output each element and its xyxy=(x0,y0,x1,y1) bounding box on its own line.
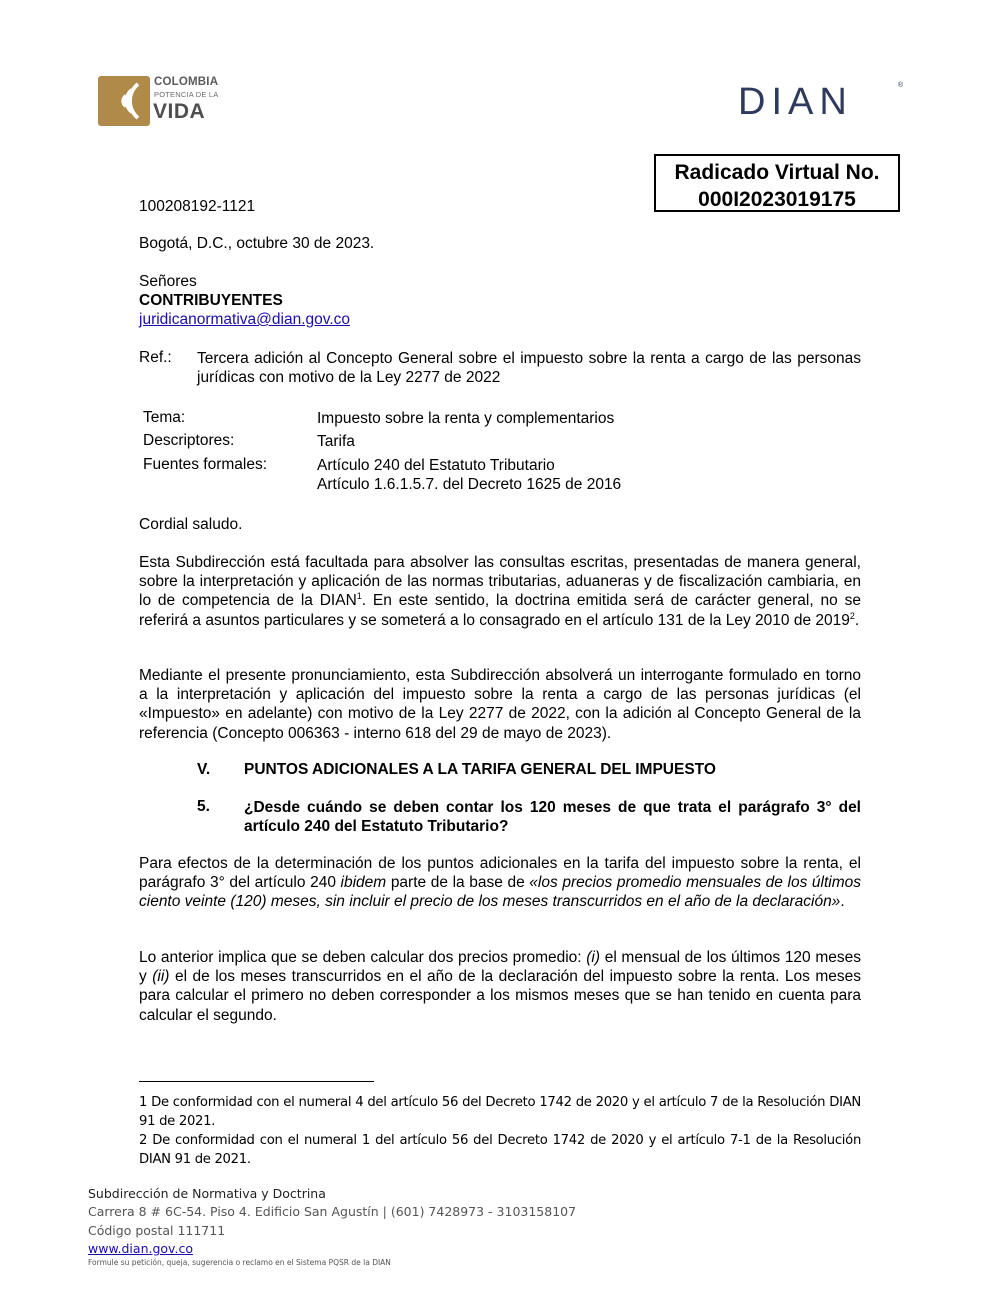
paragraph-averages xyxy=(139,948,861,1025)
greeting: Cordial saludo. xyxy=(139,516,243,533)
dian-logo-text: DIAN xyxy=(738,81,853,123)
footnote-separator xyxy=(139,1081,374,1082)
email-link[interactable]: juridicanormativa@dian.gov.co xyxy=(139,311,351,328)
footer-website[interactable] xyxy=(88,1241,193,1256)
footnote-ref-1[interactable]: 1 xyxy=(356,591,362,602)
paragraph-italic: (i) xyxy=(586,949,601,966)
reference-label: Ref.: xyxy=(139,349,172,366)
paragraph-text: Para efectos de la determinación de los puntos adicionales en la tarifa del impuesto sobre la renta, el parágrafo 3° del artículo 240 xyxy=(139,855,861,892)
radicado-box xyxy=(654,154,900,212)
document-number: 100208192-1121 xyxy=(139,198,256,215)
fuentes-value-2: Artículo 1.6.1.5.7. del Decreto 1625 de 2016 xyxy=(317,476,622,493)
registered-mark: ® xyxy=(897,82,903,89)
paragraph-base xyxy=(139,854,861,912)
reference-text: Tercera adición al Concepto General sobre el impuesto sobre la renta a cargo de las personas jurídicas con motivo de la Ley 2277 de 2022 xyxy=(197,350,861,387)
descriptores-label: Descriptores: xyxy=(143,432,235,449)
paragraph-quote: «los precios promedio mensuales de los últimos ciento veinte (120) meses, sin incluir el precio de los meses transcurridos en el año de la declaración» xyxy=(139,874,862,911)
footnote-ref-2[interactable]: 2 xyxy=(849,610,855,621)
paragraph-italic: ibidem xyxy=(340,874,387,892)
date-line: Bogotá, D.C., octubre 30 de 2023. xyxy=(139,235,375,252)
colombia-logo-vida: VIDA xyxy=(153,100,206,123)
paragraph-text: . xyxy=(854,611,860,629)
recipient-name: CONTRIBUYENTES xyxy=(139,292,283,309)
colombia-logo-icon xyxy=(98,76,150,126)
radicado-number: 000I2023019175 xyxy=(698,188,856,211)
fuentes-label: Fuentes formales: xyxy=(143,456,268,473)
question-number: 5. xyxy=(197,798,210,815)
dian-logo xyxy=(738,82,903,122)
fuentes-value-1: Artículo 240 del Estatuto Tributario xyxy=(317,457,555,474)
website-link[interactable]: www.dian.gov.co xyxy=(88,1241,193,1256)
tema-label: Tema: xyxy=(143,409,186,426)
paragraph-italic: (ii) xyxy=(152,968,170,986)
question-text: ¿Desde cuándo se deben contar los 120 meses de que trata el parágrafo 3° del artículo 240 del Estatuto Tributario? xyxy=(244,799,861,836)
colombia-potencia-de-la-vida-logo xyxy=(98,74,233,126)
recipient-email[interactable] xyxy=(139,311,350,329)
colombia-logo-text: COLOMBIA xyxy=(154,76,219,88)
paragraph-competence xyxy=(139,553,861,630)
paragraph-text: Lo anterior implica que se deben calcular dos precios promedio: xyxy=(139,949,587,966)
descriptores-value: Tarifa xyxy=(317,433,355,450)
paragraph-text: parte de la base de xyxy=(386,874,530,892)
section-title: PUNTOS ADICIONALES A LA TARIFA GENERAL DEL IMPUESTO xyxy=(244,761,716,778)
footer-pqsr: Formule su petición, queja, sugerencia o reclamo en el Sistema PQSR de la DIAN xyxy=(88,1258,391,1267)
paragraph-text: . xyxy=(840,893,845,911)
section-number: V. xyxy=(197,761,211,778)
paragraph-text: el de los meses transcurridos en el año de la declaración del impuesto sobre la renta. Los meses para calcular el primero no deben corresponder a los mismos meses que se han tenido en cuenta para calcular el segundo. xyxy=(139,968,862,1024)
paragraph-text: el mensual de los últimos 120 meses y xyxy=(139,949,861,986)
footnote-1: 1 De conformidad con el numeral 4 del artículo 56 del Decreto 1742 de 2020 y el artículo 7 de la Resolución DIAN 91 de 2021. xyxy=(139,1095,861,1129)
footer-office: Subdirección de Normativa y Doctrina xyxy=(88,1186,326,1201)
colombia-logo-subtext: POTENCIA DE LA xyxy=(154,90,219,99)
paragraph-text: Esta Subdirección está facultada para absolver las consultas escritas, presentadas de manera general, sobre la interpretación y aplicación de las normas tributarias, aduaneras y de fiscalización cambiaria, en lo de competencia de la DIAN xyxy=(139,554,861,610)
tema-value: Impuesto sobre la renta y complementarios xyxy=(317,410,615,427)
radicado-label: Radicado Virtual No. xyxy=(674,161,880,184)
recipient-salutation: Señores xyxy=(139,273,197,290)
footnote-2: 2 De conformidad con el numeral 1 del artículo 56 del Decreto 1742 de 2020 y el artículo 7-1 de la Resolución DIAN 91 de 2021. xyxy=(139,1133,861,1167)
paragraph-pronouncement: Mediante el presente pronunciamiento, esta Subdirección absolverá un interrogante formulado en torno a la interpretación y aplicación del impuesto sobre la renta a cargo de las personas jurídicas (el «Impuesto» en adelante) con motivo de la Ley 2277 de 2022, con la adición al Concepto General de la referencia (Concepto 006363 - interno 618 del 29 de mayo de 2023). xyxy=(139,667,861,742)
paragraph-text: . En este sentido, la doctrina emitida será de carácter general, no se referirá a asuntos particulares y se someterá a lo consagrado en el artículo 131 de la Ley 2010 de 2019 xyxy=(139,592,861,629)
footer-address: Carrera 8 # 6C-54. Piso 4. Edificio San Agustín | (601) 7428973 - 3103158107 xyxy=(88,1204,577,1219)
footer-postal: Código postal 111711 xyxy=(88,1223,226,1238)
